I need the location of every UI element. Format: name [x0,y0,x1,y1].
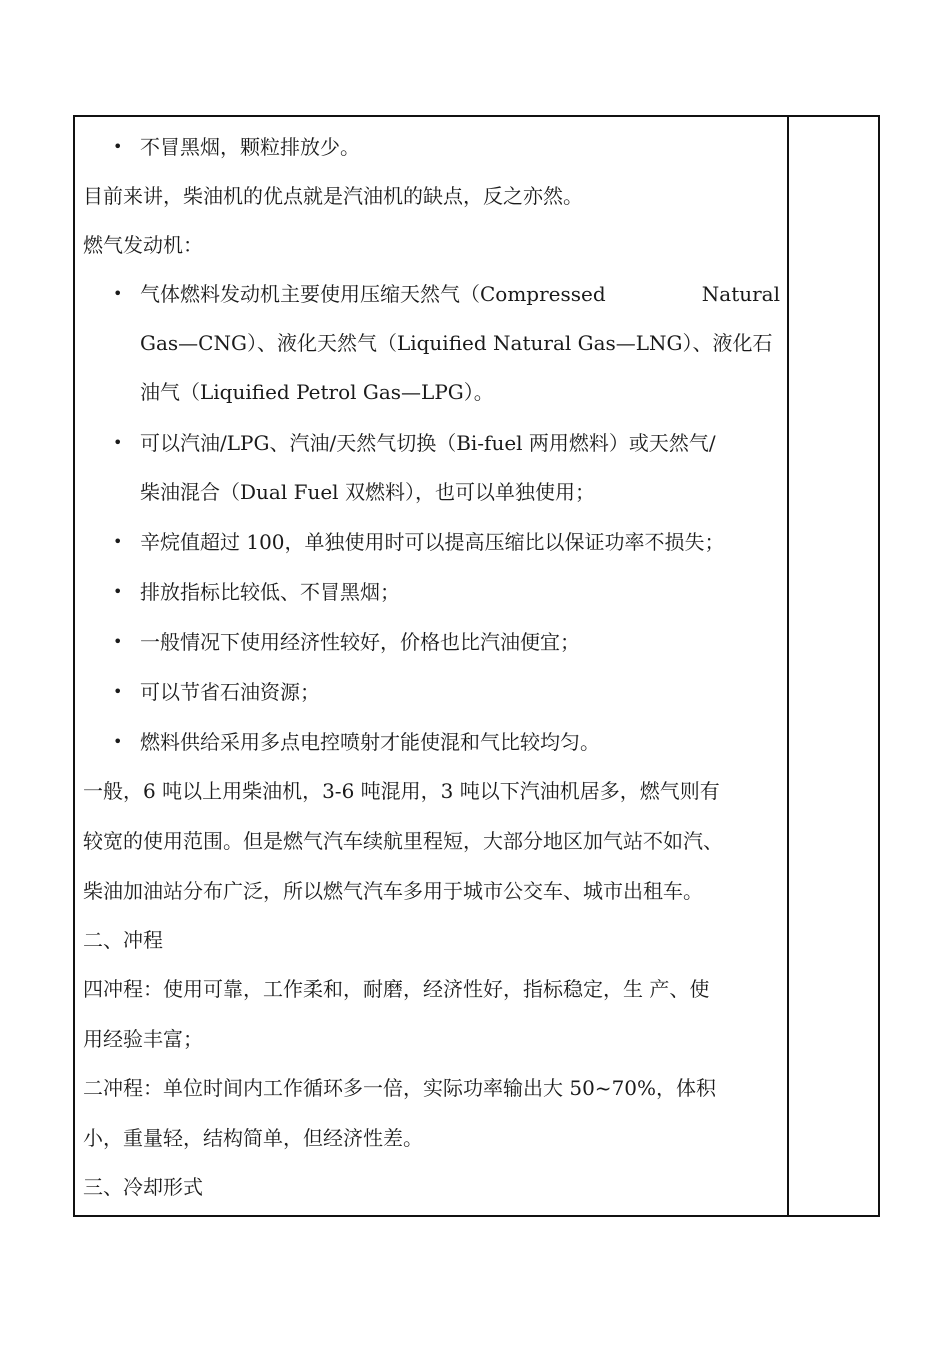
bullet-no-black-smoke: 不冒黑烟，颗粒排放少。 [140,135,360,159]
paragraph-two-stroke-line2: 小，重量轻，结构简单，但经济性差。 [83,1126,423,1150]
bullet-save-oil: 可以节省石油资源； [140,680,320,704]
bullet-gas-fuel-line2: Gas—CNG）、液化天然气（Liquified Natural Gas—LNG）、液化石 [140,331,773,355]
heading-cooling: 三、冷却形式 [83,1175,203,1199]
bullet-marker: • [113,732,123,751]
paragraph-four-stroke-line2: 用经验丰富； [83,1027,203,1051]
paragraph-usage-line2: 较宽的使用范围。但是燃气汽车续航里程短，大部分地区加气站不如汽、 [83,829,723,853]
bullet-bifuel-line1: 可以汽油/LPG、汽油/天然气切换（Bi-fuel 两用燃料）或天然气/ [140,431,716,455]
bullet-gas-fuel-line1 [140,282,780,306]
bullet-gas-fuel-line1-a: 气体燃料发动机主要使用压缩天然气（Compressed [140,282,606,306]
bullet-marker: • [113,284,123,303]
bullet-marker: • [113,532,123,551]
paragraph-two-stroke-line1: 二冲程：单位时间内工作循环多一倍，实际功率输出大 50~70%，体积 [83,1076,717,1100]
bullet-low-emission: 排放指标比较低、不冒黑烟； [140,580,400,604]
paragraph-usage-line3: 柴油加油站分布广泛，所以燃气汽车多用于城市公交车、城市出租车。 [83,879,703,903]
bullet-gas-fuel-line3: 油气（Liquified Petrol Gas—LPG）。 [140,380,494,404]
bullet-octane: 辛烷值超过 100，单独使用时可以提高压缩比以保证功率不损失； [140,530,725,554]
bullet-injection: 燃料供给采用多点电控喷射才能使混和气比较均匀。 [140,730,600,754]
heading-gas-engine: 燃气发动机： [83,233,203,257]
document-table [73,115,880,1217]
bullet-bifuel-line2: 柴油混合（Dual Fuel 双燃料），也可以单独使用； [140,480,595,504]
bullet-marker: • [113,433,123,452]
paragraph-four-stroke-line1: 四冲程：使用可靠，工作柔和，耐磨，经济性好，指标稳定，生 产、使 [83,977,710,1001]
paragraph-diesel-vs-gasoline: 目前来讲，柴油机的优点就是汽油机的缺点，反之亦然。 [83,184,583,208]
bullet-marker: • [113,137,123,156]
bullet-economy: 一般情况下使用经济性较好，价格也比汽油便宜； [140,630,580,654]
bullet-marker: • [113,682,123,701]
bullet-marker: • [113,582,123,601]
heading-stroke: 二、冲程 [83,928,163,952]
bullet-marker: • [113,632,123,651]
column-divider [787,117,789,1215]
bullet-gas-fuel-line1-b: Natural [701,282,780,306]
paragraph-usage-line1: 一般，6 吨以上用柴油机，3-6 吨混用，3 吨以下汽油机居多，燃气则有 [83,779,720,803]
